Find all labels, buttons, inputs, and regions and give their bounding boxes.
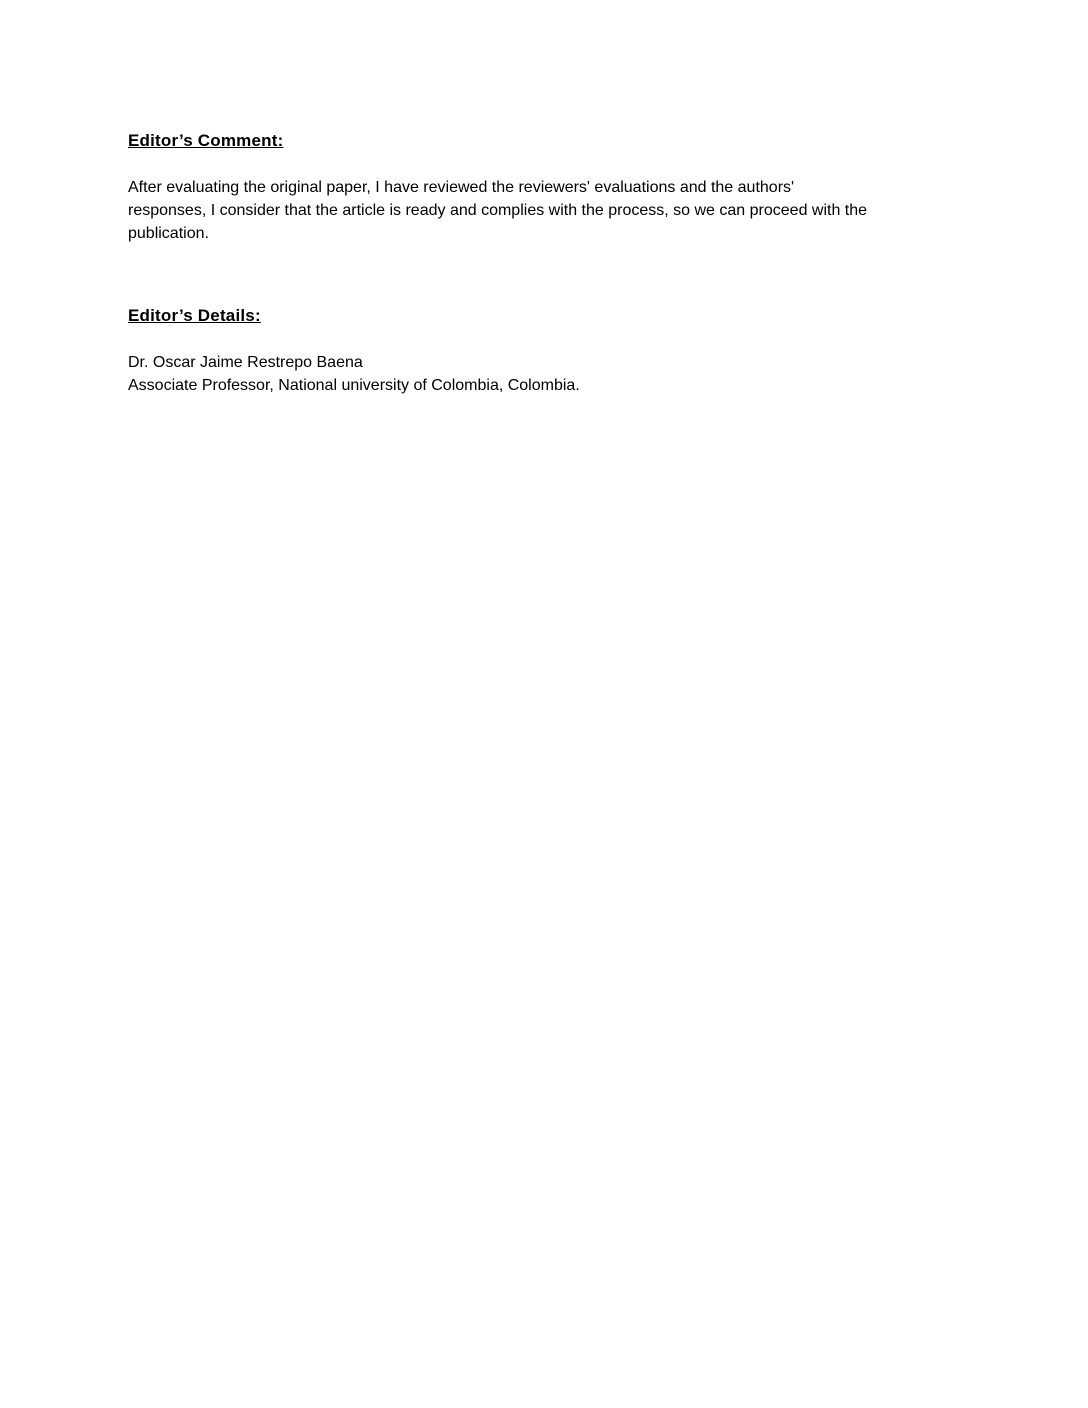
comment-paragraph-line-2: responses, I consider that the article is ready and complies with the process, so we can proceed with the (128, 202, 868, 219)
editors-comment-heading: Editor’s Comment: (128, 131, 284, 150)
editors-comment-paragraph (128, 176, 960, 245)
comment-paragraph-line-1: After evaluating the original paper, I have reviewed the reviewers' evaluations and the authors' (128, 179, 795, 196)
editor-name: Dr. Oscar Jaime Restrepo Baena (128, 354, 363, 371)
editors-details-block (128, 351, 960, 397)
comment-paragraph-line-3: publication. (128, 225, 209, 242)
editors-details-heading: Editor’s Details: (128, 306, 261, 325)
editor-affiliation: Associate Professor, National university of Colombia, Colombia. (128, 377, 580, 394)
